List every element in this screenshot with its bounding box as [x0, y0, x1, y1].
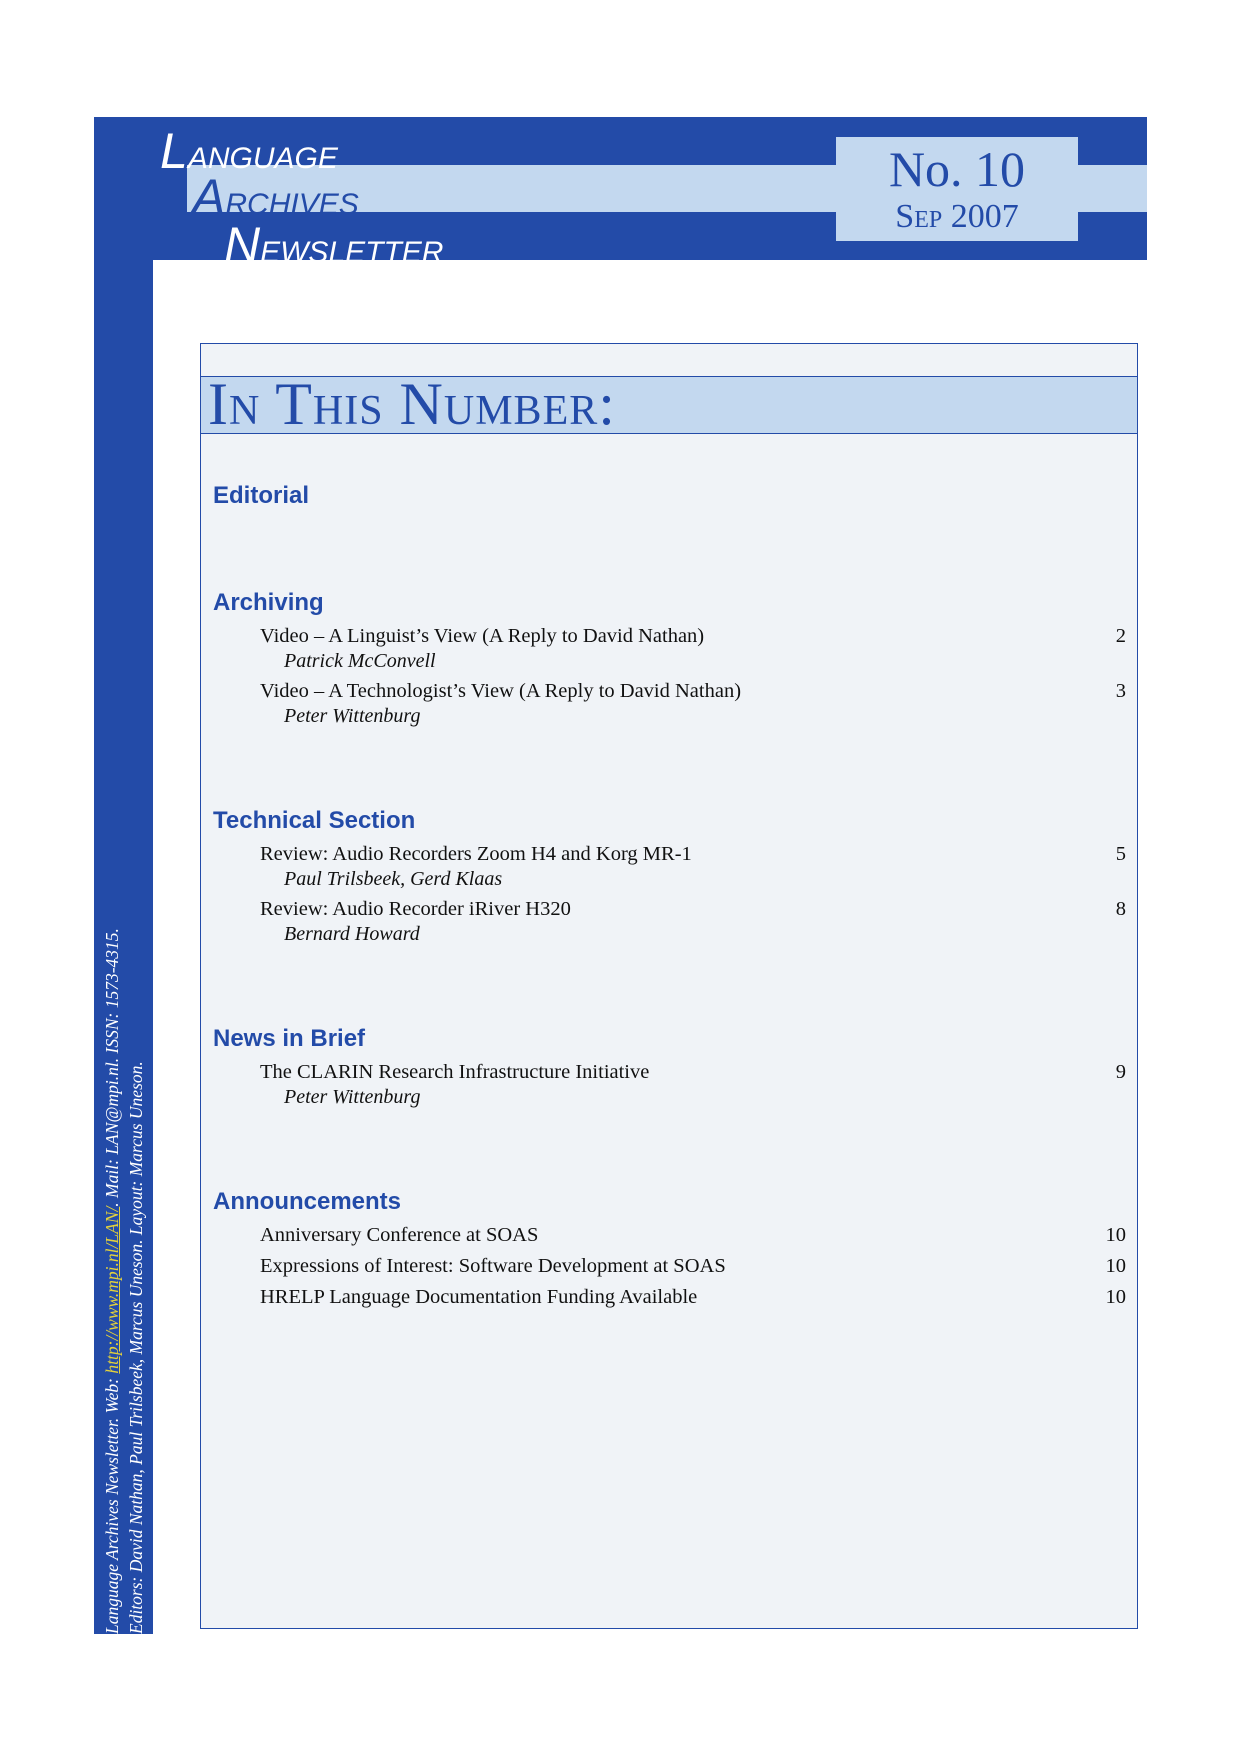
- toc-entry[interactable]: [260, 897, 1126, 947]
- table-of-contents: [200, 343, 1138, 1629]
- entry-page: 10: [1105, 1224, 1126, 1246]
- sidebar-line-2: Editors: David Nathan, Paul Trilsbeek, Marcus Uneson. Layout: Marcus Uneson.: [126, 1061, 146, 1634]
- section-news[interactable]: News in Brief: [213, 1025, 366, 1052]
- toc-entry[interactable]: [260, 624, 1126, 674]
- contents-heading: In This Number:: [208, 371, 616, 437]
- section-announcements[interactable]: Announcements: [213, 1188, 402, 1215]
- entry-author: Paul Trilsbeek, Gerd Klaas: [284, 868, 503, 890]
- entry-title: Video – A Technologist’s View (A Reply to David Nathan): [260, 680, 742, 702]
- section-technical[interactable]: Technical Section: [213, 807, 416, 834]
- title-word-newsletter: NEWSLETTER: [224, 217, 444, 273]
- toc-entry[interactable]: [260, 1285, 1126, 1335]
- toc-entry[interactable]: [260, 679, 1126, 729]
- toc-entry[interactable]: [260, 1060, 1126, 1110]
- entry-page: 2: [1115, 625, 1126, 647]
- section-editorial[interactable]: Editorial: [213, 482, 310, 509]
- website-link[interactable]: http://www.mpi.nl/LAN/: [102, 1206, 122, 1374]
- toc-entry[interactable]: [260, 842, 1126, 892]
- sidebar-credits: [100, 134, 156, 1634]
- entry-page: 3: [1115, 680, 1126, 702]
- entry-page: 9: [1115, 1061, 1126, 1083]
- entry-author: Peter Wittenburg: [284, 1086, 421, 1108]
- entry-author: Peter Wittenburg: [284, 705, 421, 727]
- entry-page: 5: [1115, 843, 1126, 865]
- issue-number: No. 10: [888, 141, 1026, 197]
- entry-title: Video – A Linguist’s View (A Reply to David Nathan): [260, 625, 705, 647]
- title-word-archives: ARCHIVES: [192, 169, 359, 225]
- entry-title: Review: Audio Recorder iRiver H320: [260, 898, 571, 920]
- entry-page: 8: [1115, 898, 1126, 920]
- entry-title: The CLARIN Research Infrastructure Initiative: [260, 1061, 650, 1083]
- issue-date: Sep 2007: [895, 198, 1019, 235]
- entry-title: Anniversary Conference at SOAS: [260, 1224, 539, 1246]
- entry-author: Bernard Howard: [284, 923, 420, 945]
- entry-title: Expressions of Interest: Software Development at SOAS: [260, 1255, 726, 1277]
- entry-page: 10: [1105, 1286, 1126, 1308]
- entry-author: Patrick McConvell: [284, 650, 436, 672]
- sidebar-line-1: Language Archives Newsletter. Web: http://www.mpi.nl/LAN/. Mail: LAN@mpi.nl. ISSN: 1573-4315.: [102, 928, 122, 1634]
- issue-box: [836, 137, 1078, 241]
- contents-heading-bar: [201, 371, 1137, 437]
- entry-title: Review: Audio Recorders Zoom H4 and Korg MR-1: [260, 843, 692, 865]
- entry-page: 10: [1105, 1255, 1126, 1277]
- title-word-language: LANGUAGE: [160, 123, 338, 179]
- section-archiving[interactable]: Archiving: [213, 589, 324, 616]
- entry-title: HRELP Language Documentation Funding Available: [260, 1286, 698, 1308]
